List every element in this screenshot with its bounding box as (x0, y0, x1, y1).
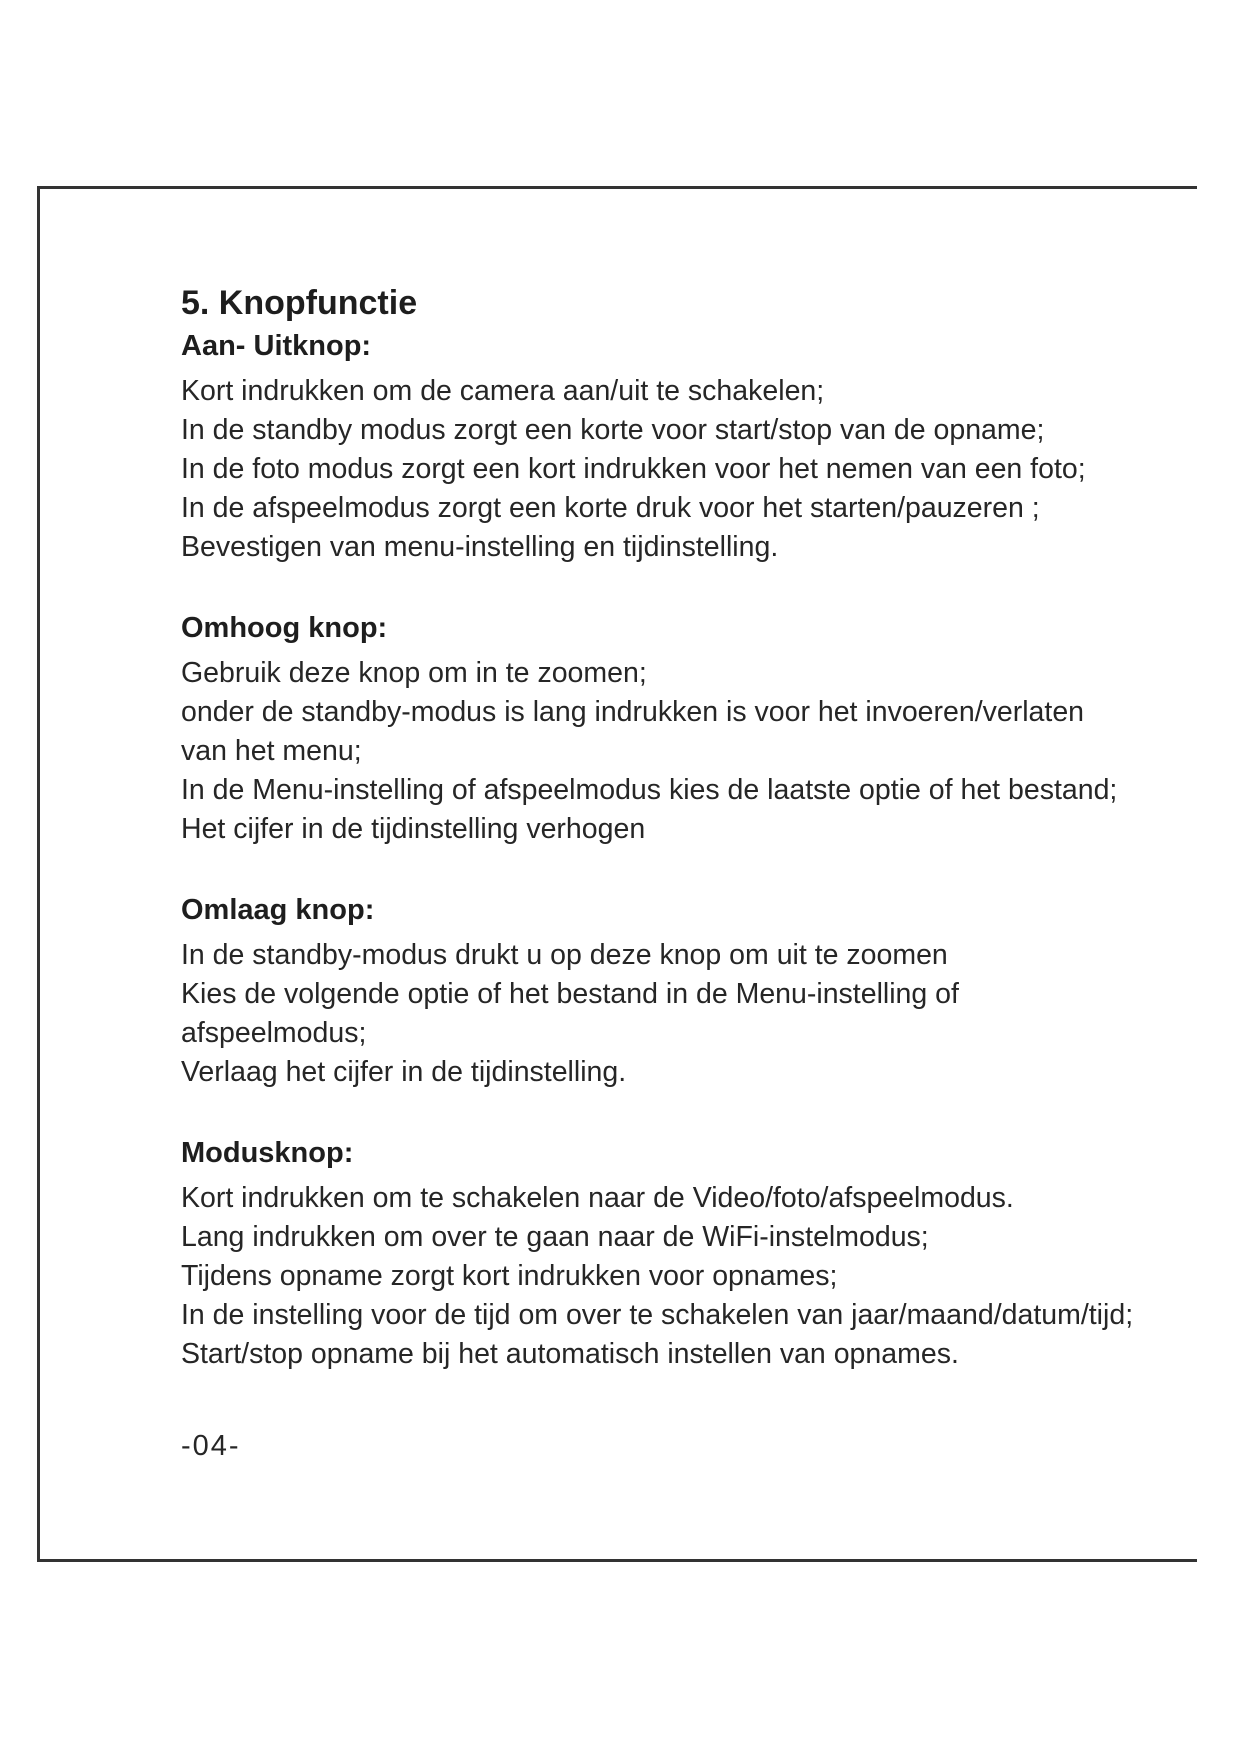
text-line: Start/stop opname bij het automatisch instellen van opnames. (181, 1338, 959, 1370)
text-line: Verlaag het cijfer in de tijdinstelling. (181, 1056, 627, 1088)
text-line: Gebruik deze knop om in te zoomen; (181, 657, 647, 689)
text-line: In de standby-modus drukt u op deze knop om uit te zoomen (181, 939, 948, 971)
section-gap (181, 1092, 1181, 1133)
text-line: In de foto modus zorgt een kort indrukken voor het nemen van een foto; (181, 453, 1086, 485)
page-title: 5. Knopfunctie (181, 284, 418, 322)
text-line: In de Menu-instelling of afspeelmodus kies de laatste optie of het bestand; (181, 774, 1118, 806)
text-line: Kies de volgende optie of het bestand in de Menu-instelling of (181, 978, 959, 1010)
section-heading: Aan- Uitknop: (181, 330, 372, 362)
page-number: -04- (181, 1430, 241, 1462)
section-down-button (181, 890, 1181, 1092)
text-line: In de instelling voor de tijd om over te schakelen van jaar/maand/datum/tijd; (181, 1299, 1134, 1331)
section-heading: Modusknop: (181, 1137, 354, 1169)
text-line: Kort indrukken om de camera aan/uit te schakelen; (181, 375, 825, 407)
text-line: Het cijfer in de tijdinstelling verhogen (181, 813, 646, 845)
text-line: Kort indrukken om te schakelen naar de Video/foto/afspeelmodus. (181, 1182, 1014, 1214)
text-line: Lang indrukken om over te gaan naar de WiFi-instelmodus; (181, 1221, 929, 1253)
text-line: Bevestigen van menu-instelling en tijdinstelling. (181, 531, 779, 563)
text-line: Tijdens opname zorgt kort indrukken voor opnames; (181, 1260, 838, 1292)
section-heading: Omlaag knop: (181, 894, 375, 926)
section-up-button (181, 608, 1181, 849)
text-line: In de standby modus zorgt een korte voor start/stop van de opname; (181, 414, 1045, 446)
text-line: afspeelmodus; (181, 1017, 367, 1049)
section-power-button (181, 326, 1181, 567)
document-body (181, 280, 1181, 1374)
section-mode-button (181, 1133, 1181, 1374)
section-gap (181, 849, 1181, 890)
section-gap (181, 567, 1181, 608)
text-line: van het menu; (181, 735, 362, 767)
text-line: In de afspeelmodus zorgt een korte druk voor het starten/pauzeren ; (181, 492, 1040, 524)
section-heading: Omhoog knop: (181, 612, 388, 644)
text-line: onder de standby-modus is lang indrukken is voor het invoeren/verlaten (181, 696, 1085, 728)
